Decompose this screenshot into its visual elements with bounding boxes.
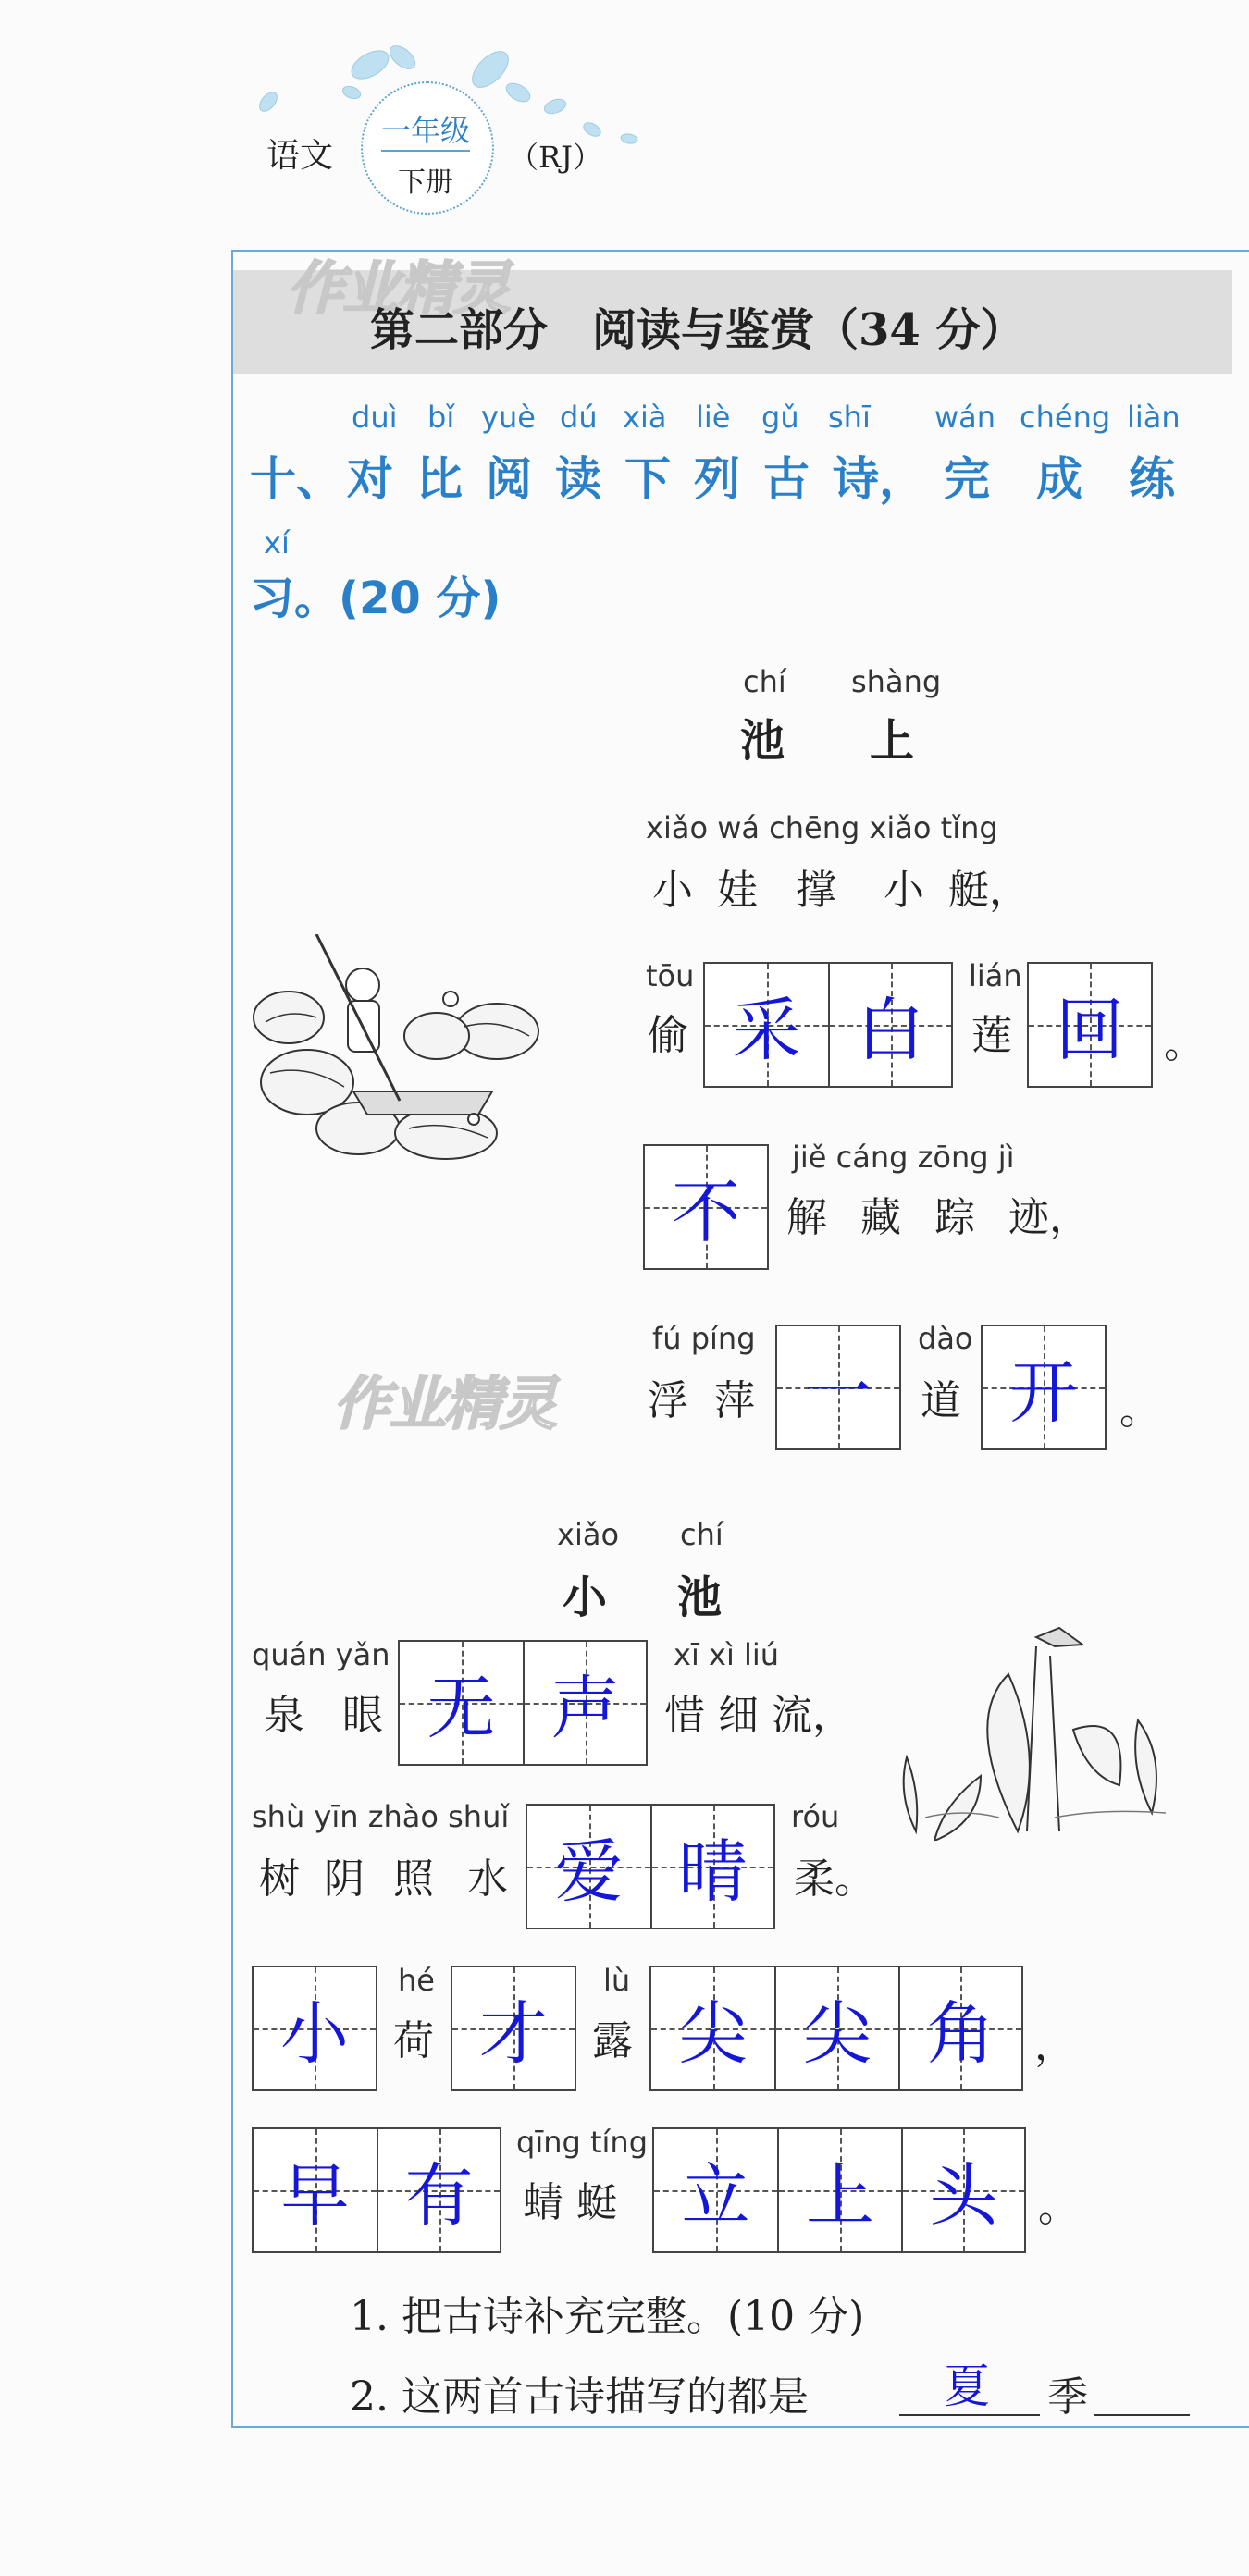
poem2-line4-answer-boxes-a[interactable] — [252, 2127, 501, 2253]
poem1-line3-char2: 藏 — [860, 1194, 901, 1241]
poem2-line2-char2: 阴 — [324, 1855, 365, 1903]
answer-cell[interactable]: 爱 — [527, 1806, 650, 1928]
poem1-title-2: 上 — [870, 715, 915, 767]
poem1-line1-char5: 艇， — [948, 867, 1030, 914]
poem1-line1-char4: 小 — [884, 867, 924, 914]
answer-cell[interactable]: 立 — [654, 2129, 777, 2251]
poem1-line2-lian-pinyin: lián — [969, 958, 1022, 993]
answer-cell[interactable]: 采 — [705, 964, 828, 1086]
question-line2: 习。(20 分) — [250, 573, 501, 624]
question-text-row: 十、 对 比 阅 读 下 列 古 诗， 完 成 练 — [250, 452, 1175, 506]
poem2-line3-end: ， — [1034, 2022, 1075, 2069]
poem2-line1-char2: 眼 — [342, 1692, 383, 1739]
poem2-title-pinyin-1: xiǎo — [557, 1517, 620, 1552]
poem1-line4-end: 。 — [1119, 1387, 1160, 1434]
answer-cell[interactable]: 不 — [645, 1146, 767, 1268]
poem2-title-pinyin-2: chí — [680, 1517, 723, 1552]
answer-cell[interactable]: 白 — [828, 964, 951, 1086]
poem1-line4-char1: 浮 — [648, 1377, 688, 1424]
answer-cell[interactable]: 尖 — [651, 1967, 774, 2089]
poem1-line1-char2: 娃 — [717, 867, 758, 914]
grade-divider — [381, 150, 470, 152]
poem2-line3-answer-box-a[interactable] — [252, 1966, 377, 2091]
answer-cell[interactable]: 有 — [377, 2129, 500, 2251]
poem2-line3-answer-boxes-c[interactable] — [649, 1966, 1023, 2091]
poem2-title-2: 池 — [677, 1571, 723, 1623]
poem1-line4-answer-box-a[interactable] — [775, 1325, 901, 1450]
poem2-line1-pinyin-2: xī xì liú — [674, 1637, 780, 1672]
poem1-line4-dao-pinyin: dào — [918, 1321, 973, 1356]
poem1-line4-pinyin: fú píng — [652, 1321, 756, 1356]
watermark-middle: 作业精灵 — [333, 1370, 556, 1437]
answer-cell[interactable]: 角 — [898, 1967, 1021, 2089]
poem2-line2-char4: 水 — [467, 1855, 508, 1903]
poem2-line4-text: 蜻 蜓 — [523, 2179, 617, 2226]
answer-cell[interactable]: 声 — [523, 1642, 646, 1764]
poem1-title-1: 池 — [740, 715, 785, 767]
poem1-line4-char2: 萍 — [714, 1377, 755, 1424]
poem1-line3-char4: 迹， — [1008, 1194, 1090, 1241]
answer-cell[interactable]: 才 — [452, 1967, 575, 2089]
watermark-top: 作业精灵 — [287, 254, 510, 322]
poem1-line3-pinyin: jiě cáng zōng jì — [792, 1140, 1015, 1175]
edition-label: （RJ） — [509, 140, 602, 175]
poem2-line3-lu-pinyin: lù — [603, 1963, 631, 1998]
answer-cell[interactable]: 无 — [400, 1642, 523, 1764]
poem2-line2-char1: 树 — [259, 1855, 300, 1903]
poem1-title-pinyin-1: chí — [743, 664, 786, 699]
subject-label: 语文 — [266, 137, 334, 175]
poem2-line3-answer-box-b[interactable] — [451, 1966, 576, 2091]
question-pinyin-row: duì bǐ yuè dú xià liè gǔ shī wán chéng liàn — [352, 400, 1181, 435]
poem2-line1-answer-boxes[interactable] — [398, 1640, 648, 1766]
sub-question-2-suffix: 季 — [1047, 2373, 1088, 2421]
answer-cell[interactable]: 晴 — [650, 1806, 773, 1928]
answer-cell[interactable]: 开 — [983, 1326, 1105, 1448]
answer-cell[interactable]: 头 — [901, 2129, 1024, 2251]
poem1-line2-tou-pinyin: tōu — [646, 958, 695, 993]
answer-cell[interactable]: 回 — [1029, 964, 1151, 1086]
poem2-line2-char3: 照 — [393, 1855, 434, 1903]
poem1-line1-pinyin: xiǎo wá chēng xiǎo tǐng — [646, 810, 998, 845]
poem2-line3-lu: 露 — [592, 2017, 633, 2064]
poem1-line3-char1: 解 — [786, 1194, 827, 1241]
poem2-line4-end: 。 — [1038, 2184, 1079, 2231]
poem1-line4-dao: 道 — [921, 1377, 961, 1424]
poem2-line2-pinyin: shù yīn zhào shuǐ — [252, 1799, 510, 1834]
volume-label: 下册 — [398, 166, 453, 199]
poem2-line3-he-pinyin: hé — [398, 1963, 435, 1998]
poem2-line4-answer-boxes-b[interactable] — [652, 2127, 1026, 2253]
poem2-line2-rou-pinyin: róu — [791, 1799, 840, 1834]
poem1-line1-char3: 撑 — [796, 867, 836, 914]
poem2-line3-he: 荷 — [393, 2017, 434, 2064]
sub-question-2-answer: 夏 — [944, 2360, 990, 2413]
poem1-line3-char3: 踪 — [934, 1194, 975, 1241]
poem1-line2-answer-box-b[interactable] — [1027, 962, 1153, 1088]
answer-cell[interactable]: 一 — [777, 1326, 899, 1448]
poem1-line2-answer-boxes-a[interactable] — [703, 962, 953, 1088]
grade-label: 一年级 — [380, 113, 470, 148]
poem1-line3-answer-box[interactable] — [643, 1144, 769, 1270]
poem2-line1-text-2: 惜 细 流， — [664, 1692, 853, 1739]
sub-question-2-blank-2[interactable] — [1094, 2368, 1190, 2416]
poem1-line2-lian: 莲 — [971, 1012, 1012, 1059]
answer-cell[interactable]: 尖 — [774, 1967, 897, 2089]
answer-cell[interactable]: 早 — [254, 2129, 377, 2251]
lotus-boat-illustration — [252, 934, 557, 1165]
poem2-line1-char1: 泉 — [264, 1692, 304, 1739]
poem1-line2-tou: 偷 — [648, 1012, 688, 1059]
answer-cell[interactable]: 上 — [777, 2129, 900, 2251]
dragonfly-lotus-illustration — [888, 1619, 1193, 1841]
question-pinyin-xi: xí — [264, 525, 290, 561]
poem1-line4-answer-box-b[interactable] — [981, 1325, 1107, 1450]
poem2-line2-rou: 柔。 — [794, 1855, 875, 1903]
sub-question-2-prefix: 2. 这两首古诗描写的都是 — [350, 2373, 809, 2421]
section-title: 第二部分 阅读与鉴赏（34 分） — [370, 304, 1025, 356]
poem1-line2-end: 。 — [1164, 1020, 1205, 1067]
poem2-line1-pinyin: quán yǎn — [252, 1637, 390, 1672]
poem2-line2-answer-boxes[interactable] — [526, 1804, 775, 1929]
sub-question-1: 1. 把古诗补充完整。(10 分) — [350, 2293, 865, 2340]
poem1-title-pinyin-2: shàng — [851, 664, 942, 699]
poem2-line4-pinyin: qīng tíng — [516, 2125, 648, 2160]
poem2-title-1: 小 — [563, 1571, 608, 1623]
answer-cell[interactable]: 小 — [254, 1967, 376, 2089]
poem1-line1-char1: 小 — [652, 867, 693, 914]
